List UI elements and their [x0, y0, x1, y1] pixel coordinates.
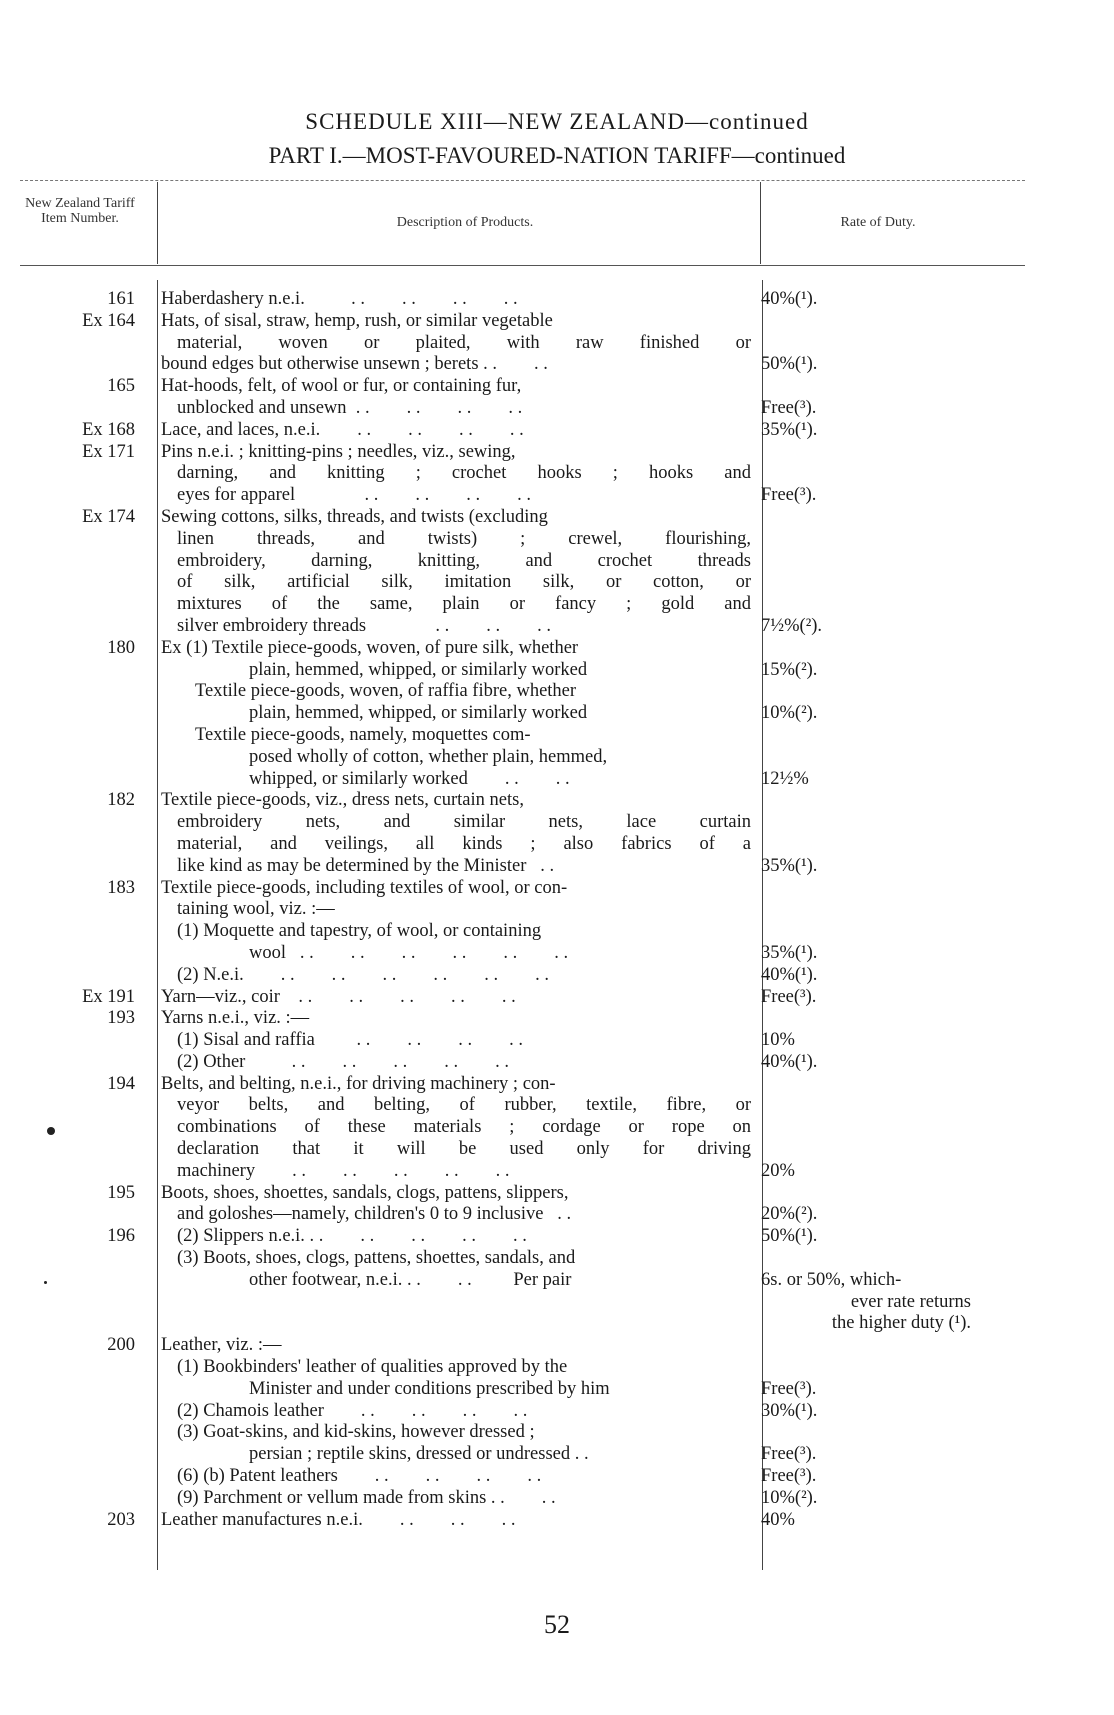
table-row	[0, 398, 1114, 420]
table-row	[0, 572, 1114, 594]
table-row	[0, 769, 1114, 791]
table-row	[0, 1401, 1114, 1423]
product-description: (1) Bookbinders' leather of qualities approved by the	[177, 1357, 568, 1378]
table-row	[0, 1095, 1114, 1117]
column-divider-right-header	[760, 182, 761, 264]
rate-of-duty: Free(³).	[761, 1444, 817, 1465]
tariff-item-number	[0, 594, 135, 616]
tariff-item-number	[0, 834, 135, 856]
rate-of-duty: 10%	[761, 1030, 795, 1051]
product-description: embroidery nets, and similar nets, lace curtain	[177, 812, 751, 833]
rate-of-duty	[761, 1422, 971, 1444]
tariff-item-number	[0, 463, 135, 485]
product-description: Yarns n.e.i., viz. :—	[161, 1008, 310, 1029]
rate-of-duty: 40%(¹).	[761, 964, 818, 985]
rate-of-duty	[761, 333, 971, 355]
product-description	[161, 1313, 751, 1335]
tariff-item-number	[0, 1466, 135, 1488]
rate-of-duty	[761, 311, 971, 333]
product-description: Ex (1) Textile piece-goods, woven, of pure silk, whether	[161, 637, 579, 658]
rate-of-duty: 35%(¹).	[761, 942, 818, 963]
tariff-item-number: 182	[107, 790, 135, 811]
table-row	[0, 1335, 1114, 1357]
table-row	[0, 638, 1114, 660]
column-divider-left-header	[157, 182, 158, 264]
product-description: veyor belts, and belting, of rubber, textile, fibre, or	[177, 1095, 751, 1116]
rate-of-duty	[761, 1074, 971, 1096]
tariff-item-number	[0, 899, 135, 921]
table-row	[0, 551, 1114, 573]
table-row	[0, 485, 1114, 507]
tariff-item-number	[0, 1204, 135, 1226]
product-description: combinations of these materials ; cordage or rope on	[177, 1117, 751, 1138]
tariff-item-number	[0, 398, 135, 420]
tariff-item-number	[0, 1139, 135, 1161]
rate-of-duty	[761, 681, 971, 703]
product-description	[161, 1292, 751, 1314]
rate-of-duty: 40%(¹).	[761, 1051, 818, 1072]
rate-of-duty	[761, 572, 971, 594]
table-row	[0, 1422, 1114, 1444]
rate-of-duty	[761, 790, 971, 812]
table-row	[0, 943, 1114, 965]
product-description: posed wholly of cotton, whether plain, hemmed,	[249, 746, 608, 767]
product-description: Textile piece-goods, woven, of raffia fibre, whether	[195, 681, 577, 702]
rate-of-duty: Free(³).	[761, 1378, 817, 1399]
tariff-item-number	[0, 769, 135, 791]
product-description: unblocked and unsewn . . . . . . . .	[177, 397, 523, 418]
tariff-item-number: Ex 171	[82, 441, 135, 462]
rate-of-duty: Free(³).	[761, 485, 817, 506]
table-row	[0, 1248, 1114, 1270]
product-description: Haberdashery n.e.i. . . . . . . . .	[161, 289, 518, 309]
tariff-item-number	[0, 333, 135, 355]
product-description: Pins n.e.i. ; knitting-pins ; needles, viz., sewing,	[161, 441, 516, 462]
tariff-item-number: 165	[107, 376, 135, 397]
tariff-item-number	[0, 1248, 135, 1270]
tariff-item-number: 200	[107, 1335, 135, 1356]
table-row	[0, 1139, 1114, 1161]
rate-of-duty: 10%(²).	[761, 703, 818, 724]
top-rule	[20, 180, 1025, 181]
table-row	[0, 442, 1114, 464]
rate-of-duty	[761, 921, 971, 943]
tariff-item-number	[0, 1292, 135, 1314]
rate-of-duty	[761, 1117, 971, 1139]
table-row	[0, 507, 1114, 529]
rate-of-duty	[761, 1357, 971, 1379]
tariff-item-number	[0, 965, 135, 987]
product-description: Leather, viz. :—	[161, 1335, 282, 1356]
table-row	[0, 965, 1114, 987]
table-row	[0, 1270, 1114, 1292]
product-description: like kind as may be determined by the Minister . .	[177, 855, 555, 876]
rate-of-duty	[761, 442, 971, 464]
table-row	[0, 1008, 1114, 1030]
tariff-item-number	[0, 681, 135, 703]
tariff-item-number	[0, 1117, 135, 1139]
rate-of-duty	[761, 747, 971, 769]
table-row	[0, 834, 1114, 856]
rate-of-duty: ever rate returns	[850, 1291, 971, 1312]
rate-of-duty: 50%(¹).	[761, 1226, 818, 1247]
table-row	[0, 878, 1114, 900]
tariff-item-number	[0, 354, 135, 376]
product-description: Boots, shoes, shoettes, sandals, clogs, pattens, slippers,	[161, 1182, 569, 1203]
product-description: taining wool, viz. :—	[177, 899, 335, 920]
tariff-item-number	[0, 1052, 135, 1074]
tariff-item-number	[0, 703, 135, 725]
rate-of-duty	[761, 529, 971, 551]
rate-of-duty: 20%	[761, 1160, 795, 1181]
tariff-item-number	[0, 1313, 135, 1335]
tariff-item-number	[0, 1030, 135, 1052]
product-description: Sewing cottons, silks, threads, and twists (excluding	[161, 506, 548, 527]
tariff-item-number	[0, 1488, 135, 1510]
table-row	[0, 856, 1114, 878]
product-description: material, woven or plaited, with raw finished or	[177, 332, 751, 353]
tariff-item-number: 195	[107, 1182, 135, 1203]
product-description: (1) Moquette and tapestry, of wool, or containing	[177, 921, 542, 942]
schedule-title: SCHEDULE XIII—NEW ZEALAND—continued	[305, 109, 809, 134]
tariff-item-number	[0, 1357, 135, 1379]
header-rule	[20, 265, 1025, 266]
table-row	[0, 681, 1114, 703]
part-title: PART I.—MOST-FAVOURED-NATION TARIFF—continued	[268, 143, 846, 168]
table-row	[0, 1379, 1114, 1401]
rate-of-duty	[761, 878, 971, 900]
product-description: plain, hemmed, whipped, or similarly worked	[249, 659, 588, 680]
tariff-item-number	[0, 943, 135, 965]
tariff-item-number	[0, 1379, 135, 1401]
page-number: 52	[544, 1610, 570, 1639]
table-row	[0, 921, 1114, 943]
product-description: linen threads, and twists) ; crewel, flourishing,	[177, 528, 751, 549]
rate-of-duty	[761, 1183, 971, 1205]
product-description: Textile piece-goods, viz., dress nets, curtain nets,	[161, 790, 524, 811]
tariff-item-number: 193	[107, 1008, 135, 1029]
rate-of-duty: 12½%	[761, 768, 809, 789]
table-row	[0, 354, 1114, 376]
rate-of-duty	[761, 725, 971, 747]
tariff-item-number	[0, 1401, 135, 1423]
table-row	[0, 420, 1114, 442]
product-description: (2) Slippers n.e.i. . . . . . . . . . .	[177, 1226, 527, 1247]
tariff-item-number	[0, 529, 135, 551]
product-description: Hats, of sisal, straw, hemp, rush, or similar vegetable	[161, 310, 553, 331]
rate-of-duty: 50%(¹).	[761, 354, 818, 375]
header-number: New Zealand Tariff Item Number.	[25, 196, 135, 226]
product-description: (3) Goat-skins, and kid-skins, however dressed ;	[177, 1422, 535, 1443]
table-row	[0, 311, 1114, 333]
product-description: (3) Boots, shoes, clogs, pattens, shoettes, sandals, and	[177, 1248, 576, 1269]
rate-of-duty	[761, 507, 971, 529]
rate-of-duty: 35%(¹).	[761, 855, 818, 876]
product-description: Lace, and laces, n.e.i. . . . . . . . .	[161, 419, 524, 440]
product-description: bound edges but otherwise unsewn ; berets . . . .	[161, 354, 548, 375]
product-description: Belts, and belting, n.e.i., for driving machinery ; con-	[161, 1073, 556, 1094]
bullet-mark	[47, 1127, 55, 1135]
tariff-item-number	[0, 1422, 135, 1444]
tariff-item-number	[0, 551, 135, 573]
product-description: Textile piece-goods, including textiles of wool, or con-	[161, 877, 568, 898]
rate-of-duty	[761, 1335, 971, 1357]
table-row	[0, 1204, 1114, 1226]
rate-of-duty: Free(³).	[761, 986, 817, 1007]
rate-of-duty	[761, 1248, 971, 1270]
rate-of-duty: 20%(²).	[761, 1204, 818, 1225]
rate-of-duty: 40%	[761, 1509, 795, 1530]
table-row	[0, 703, 1114, 725]
tariff-item-number	[0, 616, 135, 638]
product-description: Textile piece-goods, namely, moquettes com-	[195, 724, 531, 745]
rate-of-duty	[761, 899, 971, 921]
tariff-item-number	[0, 1095, 135, 1117]
tariff-table	[0, 289, 1114, 1531]
product-description: plain, hemmed, whipped, or similarly worked	[249, 703, 588, 724]
rate-of-duty	[761, 834, 971, 856]
product-description: embroidery, darning, knitting, and crochet threads	[177, 550, 751, 571]
product-description: persian ; reptile skins, dressed or undressed . .	[249, 1444, 589, 1465]
tariff-item-number	[0, 725, 135, 747]
product-description: (1) Sisal and raffia . . . . . . . .	[177, 1030, 523, 1051]
rate-of-duty: the higher duty (¹).	[831, 1313, 971, 1334]
product-description: declaration that it will be used only for driving	[177, 1139, 751, 1160]
table-row	[0, 1161, 1114, 1183]
rate-of-duty	[761, 1008, 971, 1030]
tariff-item-number	[0, 747, 135, 769]
table-row	[0, 725, 1114, 747]
rate-of-duty	[761, 812, 971, 834]
rate-of-duty	[761, 551, 971, 573]
table-row	[0, 594, 1114, 616]
table-row	[0, 463, 1114, 485]
table-row	[0, 1052, 1114, 1074]
table-row	[0, 289, 1114, 311]
tariff-item-number	[0, 921, 135, 943]
table-row	[0, 1357, 1114, 1379]
rate-of-duty	[761, 594, 971, 616]
speck-mark	[44, 1281, 47, 1284]
rate-of-duty	[761, 463, 971, 485]
rate-of-duty	[761, 1139, 971, 1161]
tariff-item-number: 180	[107, 637, 135, 658]
tariff-item-number: 194	[107, 1073, 135, 1094]
product-description: (2) N.e.i. . . . . . . . . . . . .	[177, 964, 550, 985]
rate-of-duty: Free(³).	[761, 1466, 817, 1487]
product-description: whipped, or similarly worked . . . .	[249, 768, 570, 789]
tariff-item-number: Ex 164	[82, 310, 135, 331]
rate-of-duty: 40%(¹).	[761, 289, 818, 309]
product-description: machinery . . . . . . . . . .	[177, 1160, 510, 1181]
table-row	[0, 1510, 1114, 1532]
product-description: material, and veilings, all kinds ; also fabrics of a	[177, 833, 751, 854]
rate-of-duty: 15%(²).	[761, 659, 818, 680]
tariff-item-number	[0, 485, 135, 507]
tariff-item-number: 203	[107, 1509, 135, 1530]
rate-of-duty	[761, 638, 971, 660]
rate-of-duty: 6s. or 50%, which-	[761, 1269, 902, 1290]
tariff-item-number	[0, 856, 135, 878]
tariff-item-number	[0, 1444, 135, 1466]
rate-of-duty: Free(³).	[761, 397, 817, 418]
table-row	[0, 616, 1114, 638]
tariff-item-number: 196	[107, 1226, 135, 1247]
tariff-item-number	[0, 812, 135, 834]
rate-of-duty: 7½%(²).	[761, 615, 823, 636]
table-row	[0, 1488, 1114, 1510]
table-row	[0, 1117, 1114, 1139]
rate-of-duty	[761, 1095, 971, 1117]
product-description: other footwear, n.e.i. . . . . Per pair	[249, 1269, 572, 1290]
tariff-item-number: 183	[107, 877, 135, 898]
table-row	[0, 747, 1114, 769]
table-row	[0, 987, 1114, 1009]
product-description: of silk, artificial silk, imitation silk, or cotton, or	[177, 572, 751, 593]
product-description: and goloshes—namely, children's 0 to 9 inclusive . .	[177, 1204, 572, 1225]
tariff-item-number	[0, 1270, 135, 1292]
table-row	[0, 899, 1114, 921]
header-rate: Rate of Duty.	[840, 215, 916, 230]
table-row	[0, 333, 1114, 355]
tariff-item-number	[0, 1161, 135, 1183]
rate-of-duty: 30%(¹).	[761, 1400, 818, 1421]
product-description: darning, and knitting ; crochet hooks ; hooks and	[177, 463, 751, 484]
table-row	[0, 812, 1114, 834]
rate-of-duty: 35%(¹).	[761, 419, 818, 440]
tariff-item-number: Ex 174	[82, 506, 135, 527]
tariff-item-number	[0, 660, 135, 682]
product-description: Leather manufactures n.e.i. . . . . . .	[161, 1509, 516, 1530]
table-row	[0, 376, 1114, 398]
product-description: mixtures of the same, plain or fancy ; gold and	[177, 594, 751, 615]
table-row	[0, 1292, 1114, 1314]
table-row	[0, 1444, 1114, 1466]
product-description: Yarn—viz., coir . . . . . . . . . .	[161, 986, 516, 1007]
product-description: (2) Chamois leather . . . . . . . .	[177, 1400, 528, 1421]
table-row	[0, 790, 1114, 812]
product-description: (2) Other . . . . . . . . . .	[177, 1051, 509, 1072]
table-row	[0, 1226, 1114, 1248]
product-description: Minister and under conditions prescribed by him	[249, 1378, 610, 1399]
table-row	[0, 1313, 1114, 1335]
table-row	[0, 529, 1114, 551]
product-description: wool . . . . . . . . . . . .	[249, 942, 569, 963]
tariff-item-number: 161	[107, 289, 135, 309]
product-description: (6) (b) Patent leathers . . . . . . . .	[177, 1466, 542, 1487]
product-description: eyes for apparel . . . . . . . .	[177, 485, 532, 506]
header-description: Description of Products.	[396, 215, 534, 230]
table-row	[0, 1074, 1114, 1096]
tariff-item-number	[0, 572, 135, 594]
table-row	[0, 1466, 1114, 1488]
table-row	[0, 660, 1114, 682]
tariff-item-number: Ex 168	[82, 419, 135, 440]
rate-of-duty	[761, 376, 971, 398]
tariff-item-number: Ex 191	[82, 986, 135, 1007]
table-row	[0, 1030, 1114, 1052]
product-description: (9) Parchment or vellum made from skins . . . .	[177, 1487, 556, 1508]
product-description: Hat-hoods, felt, of wool or fur, or containing fur,	[161, 376, 522, 397]
table-row	[0, 1183, 1114, 1205]
product-description: silver embroidery threads . . . . . .	[177, 615, 552, 636]
rate-of-duty: 10%(²).	[761, 1487, 818, 1508]
